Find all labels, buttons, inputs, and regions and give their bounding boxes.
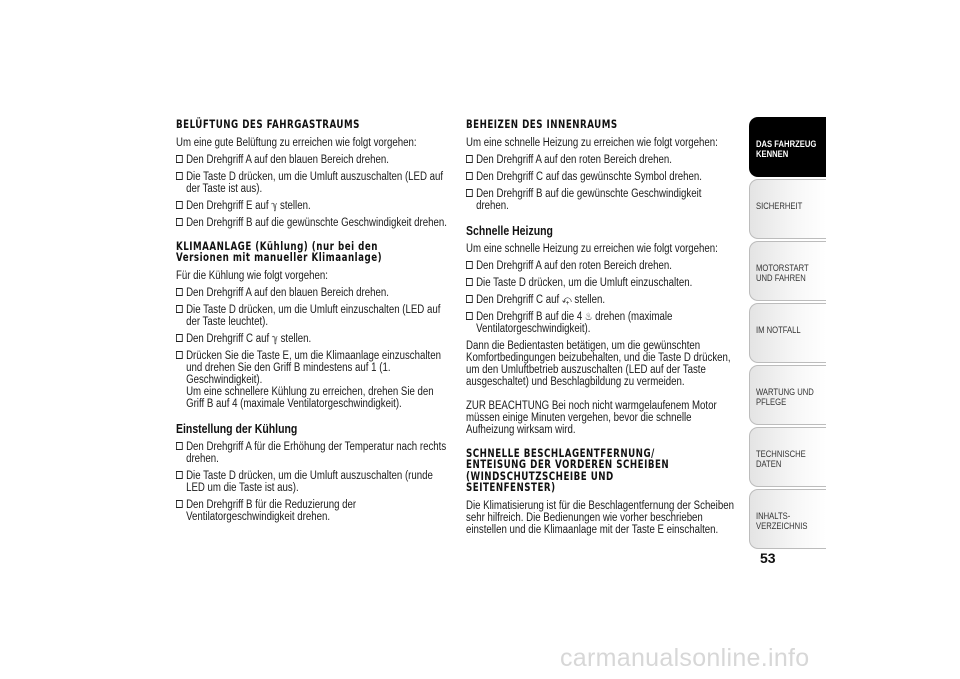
- paragraph-comfort: Dann die Bedientasten betätigen, um die gewünschten Komfortbedingungen beizubehalten, und die Taste D drücken, um den Umluftbetrieb auszuschalten (LED auf der Taste ausgeschaltet) und Beschlagbildung zu vermeiden.: [466, 339, 731, 388]
- intro-cooling: Für die Kühlung wie folgt vorgehen:: [176, 269, 328, 282]
- tab-technische-daten[interactable]: TECHNISCHE DATEN: [749, 427, 826, 487]
- list-item: Den Drehgriff B auf die gewünschte Geschwindigkeit drehen.: [466, 188, 736, 212]
- checkbox-bullet-icon: [176, 500, 183, 508]
- page-number: 53: [760, 550, 776, 566]
- checkbox-bullet-icon: [176, 201, 183, 209]
- list-item: Drücken Sie die Taste E, um die Klimaanlage einzuschalten und drehen Sie den Griff B mindestens auf 1 (1. Geschwindigkeit). Um eine schnellere Kühlung zu erreichen, drehen Sie den Griff B auf 4 (maximale Ventilatorgeschwindigkeit).: [176, 350, 451, 410]
- tab-im-notfall[interactable]: IM NOTFALL: [749, 303, 826, 363]
- checkbox-bullet-icon: [176, 305, 183, 313]
- list-item: Den Drehgriff A auf den roten Bereich drehen.: [466, 260, 736, 272]
- subheading-fast-heating: Schnelle Heizung: [466, 223, 553, 238]
- heading-defog-line2: ENTEISUNG DER VORDEREN SCHEIBEN: [466, 457, 670, 471]
- chapter-tabs: [749, 117, 826, 551]
- paragraph-note: ZUR BEACHTUNG Bei noch nicht warmgelaufenem Motor müssen einige Minuten vergehen, bevor die schnelle Aufheizung wirksam wird.: [466, 399, 717, 436]
- list-item: Die Taste D drücken, um die Umluft auszuschalten (LED auf der Taste ist aus).: [176, 171, 451, 195]
- heading-ac-line1: KLIMAANLAGE (Kühlung) (nur bei den: [176, 238, 378, 253]
- list-item: Die Taste D drücken, um die Umluft auszuschalten (runde LED um die Taste ist aus).: [176, 470, 451, 494]
- checkbox-bullet-icon: [466, 278, 473, 286]
- tab-sicherheit[interactable]: SICHERHEIT: [749, 179, 826, 239]
- checkbox-bullet-icon: [466, 261, 473, 269]
- list-item: Die Taste D drücken, um die Umluft einzuschalten.: [466, 277, 736, 289]
- list-item: Den Drehgriff A auf den blauen Bereich drehen.: [176, 154, 451, 166]
- watermark: carmanualsonline.info: [560, 644, 810, 672]
- intro-heating: Um eine schnelle Heizung zu erreichen wie folgt vorgehen:: [466, 136, 718, 149]
- feet-vent-icon: ⤽: [561, 292, 572, 306]
- heading-defog-line1: SCHNELLE BESCHLAGENTFERNUNG/: [466, 445, 655, 460]
- intro-fast-heating: Um eine schnelle Heizung zu erreichen wie folgt vorgehen:: [466, 242, 718, 255]
- list-item: Den Drehgriff B für die Reduzierung der Ventilatorgeschwindigkeit drehen.: [176, 499, 451, 523]
- right-column: [466, 119, 738, 541]
- list-item: Den Drehgriff B auf die 4 ♨ drehen (maximale Ventilatorgeschwindigkeit).: [466, 311, 736, 335]
- checkbox-bullet-icon: [176, 442, 183, 450]
- list-item: Den Drehgriff E auf ℽ stellen.: [176, 200, 451, 212]
- face-vent-icon: ℽ: [271, 198, 278, 212]
- face-vent-icon: ℽ: [271, 331, 278, 345]
- checkbox-bullet-icon: [176, 218, 183, 226]
- checkbox-bullet-icon: [466, 155, 473, 163]
- paragraph-defog: Die Klimatisierung ist für die Beschlagentfernung der Scheiben sehr hilfreich. Die Bedienungen wie vorher beschrieben einstellen und die Klimaanlage mit der Taste E einschalten.: [466, 499, 734, 536]
- tab-inhaltsverzeichnis[interactable]: INHALTS-VERZEICHNIS: [749, 489, 826, 549]
- heading-heating: BEHEIZEN DES INNENRAUMS: [466, 117, 618, 131]
- tab-motorstart-und-fahren[interactable]: MOTORSTART UND FAHREN: [749, 241, 826, 301]
- left-column: [176, 119, 451, 528]
- max-heat-icon: ♨: [584, 309, 593, 323]
- checkbox-bullet-icon: [466, 295, 473, 303]
- checkbox-bullet-icon: [176, 288, 183, 296]
- tab-das-fahrzeug-kennen[interactable]: DAS FAHRZEUG KENNEN: [749, 117, 826, 177]
- checkbox-bullet-icon: [466, 172, 473, 180]
- heading-ventilation: BELÜFTUNG DES FAHRGASTRAUMS: [176, 117, 360, 131]
- list-item: Den Drehgriff A auf den roten Bereich drehen.: [466, 154, 736, 166]
- checkbox-bullet-icon: [466, 312, 473, 320]
- checkbox-bullet-icon: [176, 172, 183, 180]
- list-item: Die Taste D drücken, um die Umluft einzuschalten (LED auf der Taste leuchtet).: [176, 304, 451, 328]
- checkbox-bullet-icon: [466, 189, 473, 197]
- heading-defog-line3: (WINDSCHUTZSCHEIBE UND: [466, 468, 614, 483]
- heading-defog-line4: SEITENFENSTER): [466, 480, 556, 494]
- heading-ac-line2: Versionen mit manueller Klimaanlage): [176, 250, 383, 264]
- subheading-cooling-setting: Einstellung der Kühlung: [176, 421, 298, 436]
- list-item: Den Drehgriff C auf ⤽ stellen.: [466, 294, 736, 306]
- intro-ventilation: Um eine gute Belüftung zu erreichen wie folgt vorgehen:: [176, 136, 417, 149]
- checkbox-bullet-icon: [176, 155, 183, 163]
- list-item: Den Drehgriff C auf ℽ stellen.: [176, 333, 451, 345]
- checkbox-bullet-icon: [176, 334, 183, 342]
- list-item: Den Drehgriff B auf die gewünschte Geschwindigkeit drehen.: [176, 217, 451, 229]
- checkbox-bullet-icon: [176, 351, 183, 359]
- list-item: Den Drehgriff C auf das gewünschte Symbol drehen.: [466, 171, 736, 183]
- checkbox-bullet-icon: [176, 471, 183, 479]
- list-item: Den Drehgriff A auf den blauen Bereich drehen.: [176, 287, 451, 299]
- tab-wartung-und-pflege[interactable]: WARTUNG UND PFLEGE: [749, 365, 826, 425]
- list-item: Den Drehgriff A für die Erhöhung der Temperatur nach rechts drehen.: [176, 441, 451, 465]
